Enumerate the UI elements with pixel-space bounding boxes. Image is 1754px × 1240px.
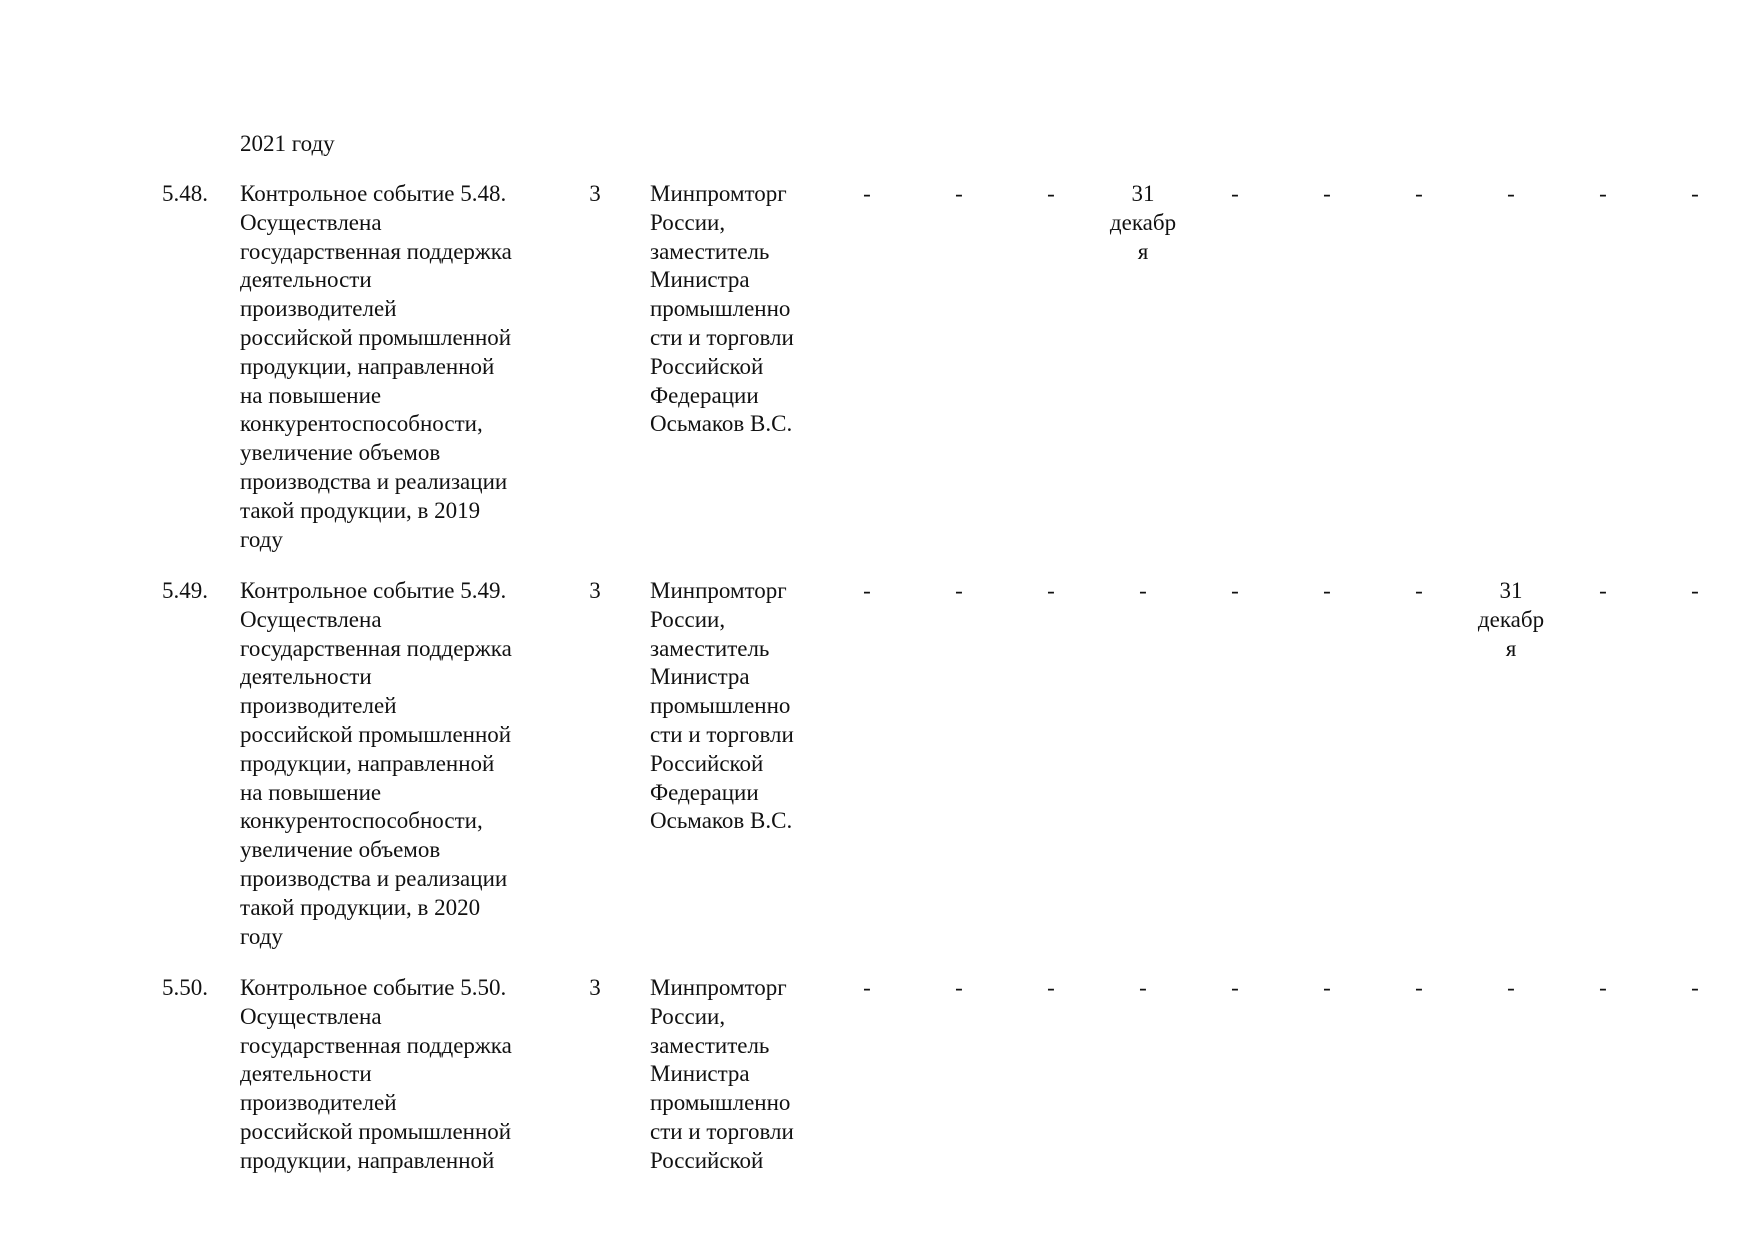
- date-cell: -: [1231, 975, 1239, 1000]
- row-number: 5.50.: [162, 975, 208, 1000]
- date-cell: -: [1047, 578, 1055, 603]
- responsible-executor: Минпромторг России, заместитель Министра промышленно сти и торговли Российской Федерации Осьмаков В.С.: [650, 181, 794, 437]
- date-cell: -: [955, 181, 963, 206]
- date-cell: -: [863, 975, 871, 1000]
- level-value: 3: [589, 975, 601, 1000]
- date-cell: -: [1599, 578, 1607, 603]
- date-cell: -: [1323, 975, 1331, 1000]
- date-cell: -: [1691, 578, 1699, 603]
- event-description: Контрольное событие 5.49. Осуществлена государственная поддержка деятельности производителей российской промышленной продукции, направленной на повышение конкурентоспособности, увеличение объемов производства и реализации такой продукции, в 2020 году: [240, 578, 512, 949]
- date-cell: -: [955, 975, 963, 1000]
- date-cell: -: [1047, 975, 1055, 1000]
- level-value: 3: [589, 181, 601, 206]
- event-description: Контрольное событие 5.48. Осуществлена государственная поддержка деятельности производителей российской промышленной продукции, направленной на повышение конкурентоспособности, увеличение объемов производства и реализации такой продукции, в 2019 году: [240, 181, 512, 552]
- event-description: Контрольное событие 5.50. Осуществлена государственная поддержка деятельности производителей российской промышленной продукции, направленной: [240, 975, 512, 1173]
- date-cell: -: [1231, 181, 1239, 206]
- row-number: 5.48.: [162, 181, 208, 206]
- date-cell: -: [863, 181, 871, 206]
- date-cell: -: [1415, 578, 1423, 603]
- date-cell: -: [1415, 181, 1423, 206]
- date-cell: -: [1323, 181, 1331, 206]
- date-cell: -: [1231, 578, 1239, 603]
- date-cell: -: [1507, 181, 1515, 206]
- date-cell: -: [863, 578, 871, 603]
- continuation-text: 2021 году: [240, 131, 335, 156]
- date-cell: -: [1415, 975, 1423, 1000]
- level-value: 3: [589, 578, 601, 603]
- date-cell: -: [1047, 181, 1055, 206]
- date-cell: -: [1507, 975, 1515, 1000]
- responsible-executor: Минпромторг России, заместитель Министра промышленно сти и торговли Российской Федерации Осьмаков В.С.: [650, 578, 794, 834]
- date-cell: -: [955, 578, 963, 603]
- date-cell: -: [1691, 975, 1699, 1000]
- date-cell: 31 декабр я: [1109, 181, 1177, 264]
- date-cell: -: [1599, 975, 1607, 1000]
- row-number: 5.49.: [162, 578, 208, 603]
- date-cell: -: [1599, 181, 1607, 206]
- responsible-executor: Минпромторг России, заместитель Министра промышленно сти и торговли Российской: [650, 975, 794, 1173]
- date-cell: -: [1139, 975, 1147, 1000]
- date-cell: 31 декабр я: [1477, 578, 1545, 661]
- date-cell: -: [1323, 578, 1331, 603]
- date-cell: -: [1139, 578, 1147, 603]
- date-cell: -: [1691, 181, 1699, 206]
